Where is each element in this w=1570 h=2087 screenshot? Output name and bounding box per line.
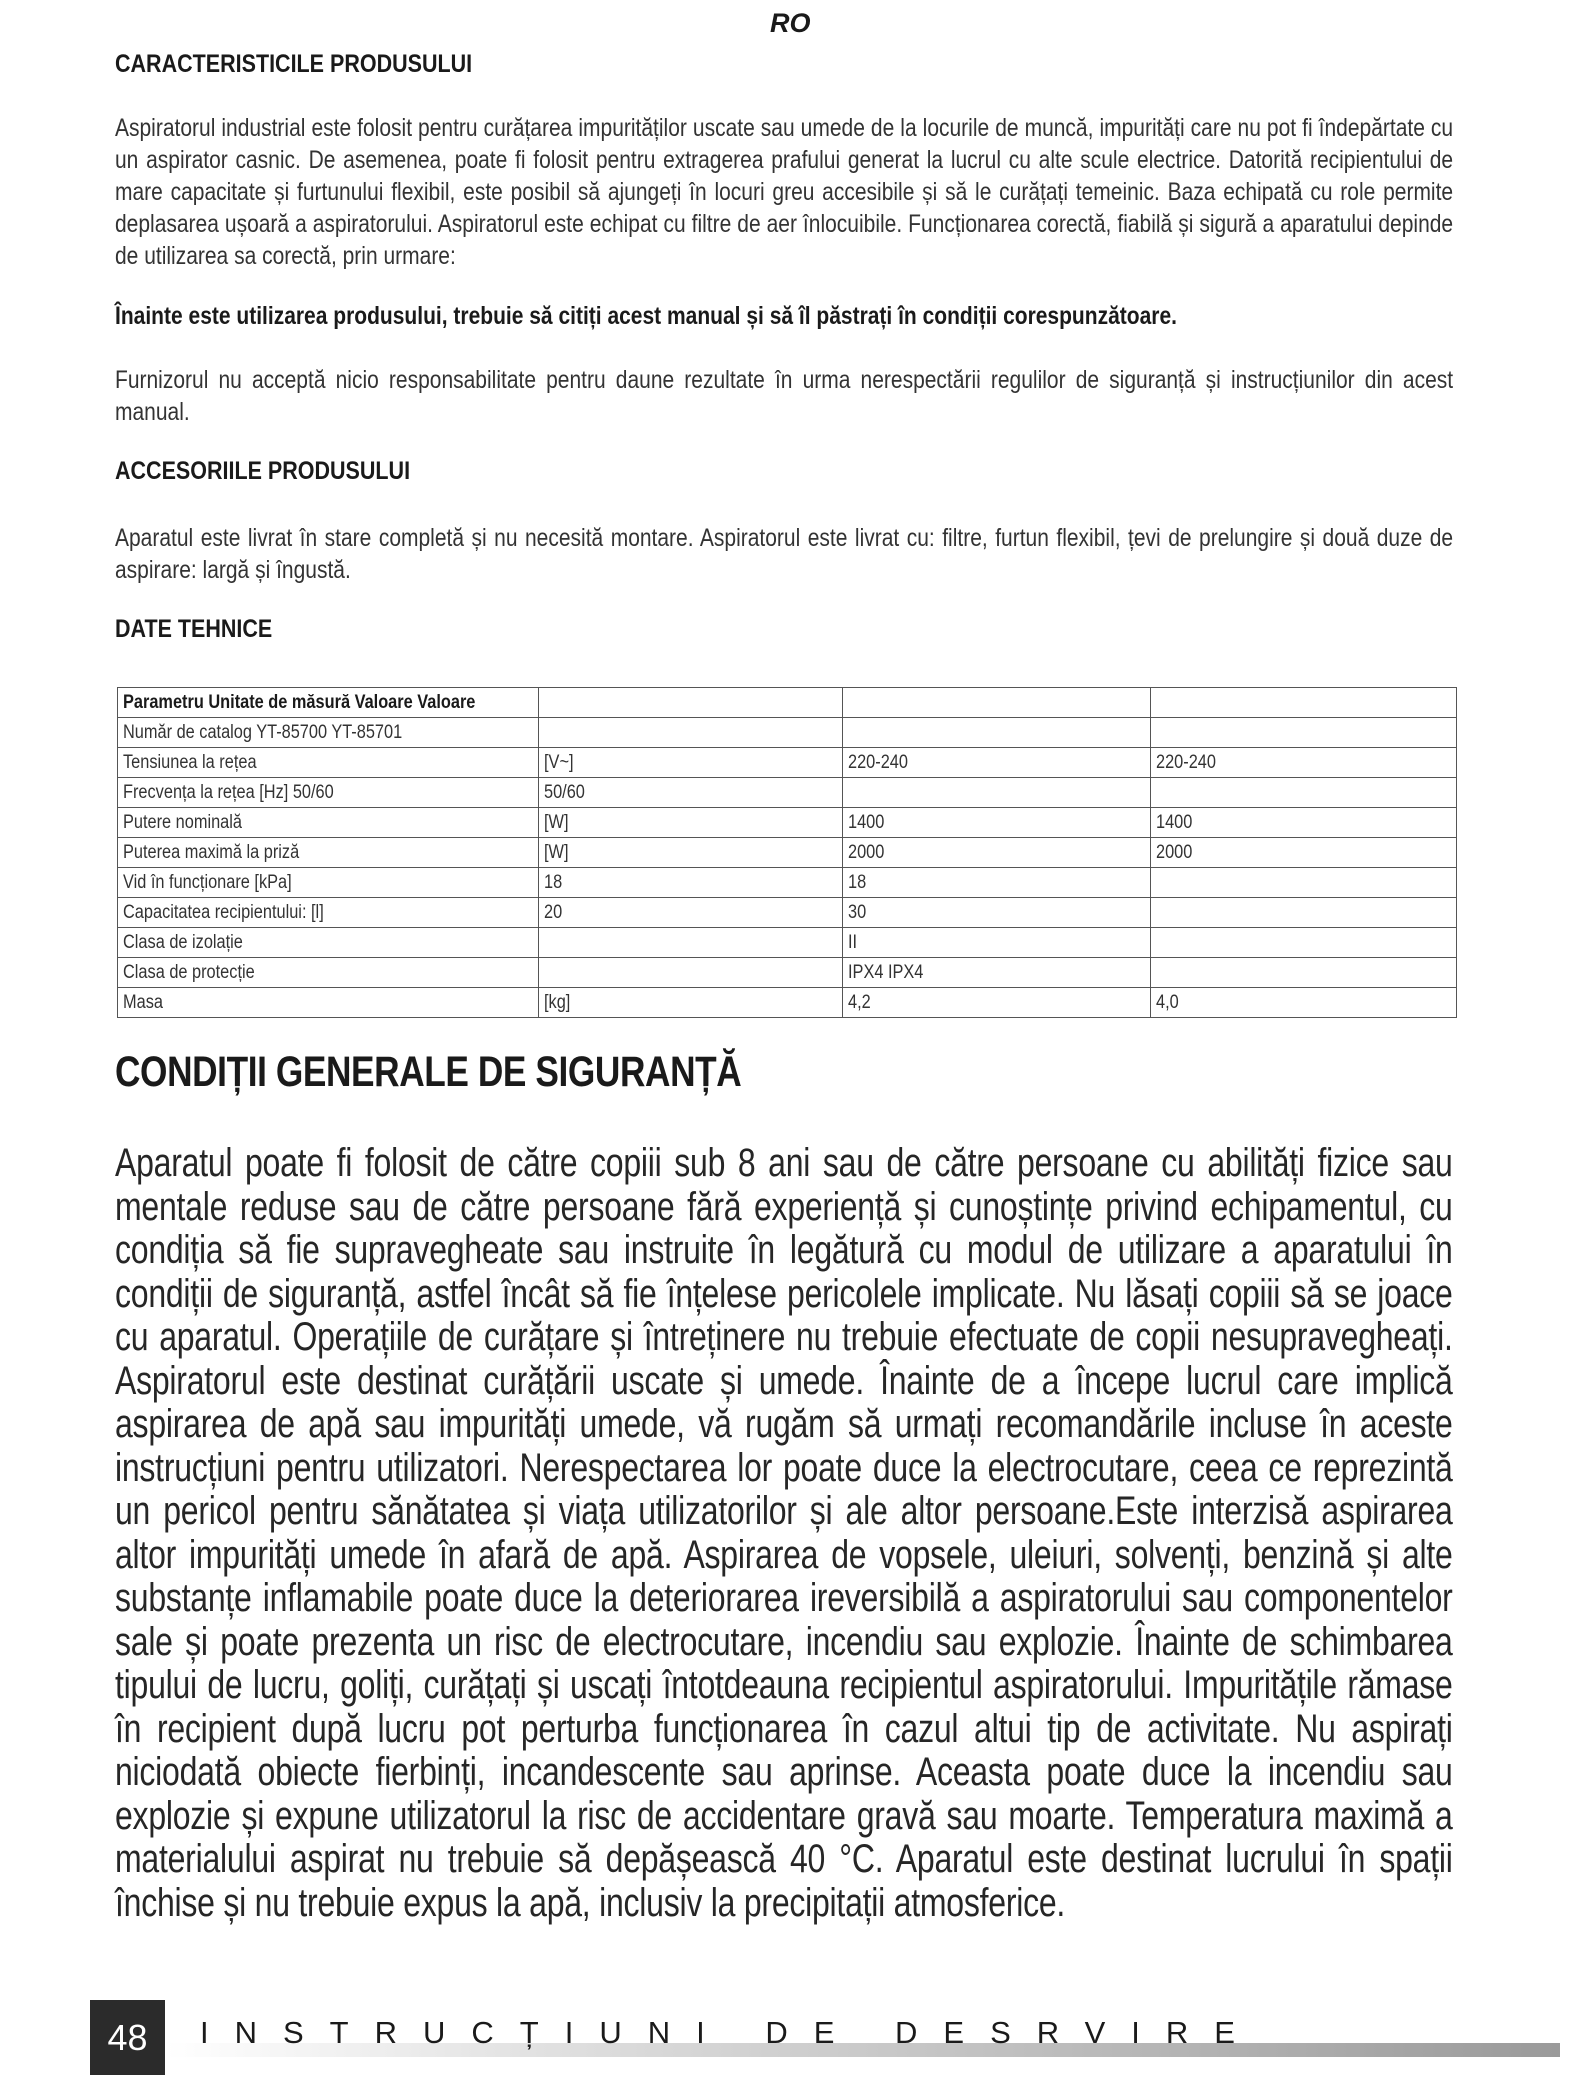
cell-text: Puterea maximă la priză: [123, 841, 300, 863]
table-cell: [842, 778, 1150, 808]
page-number: 48: [90, 2000, 165, 2075]
cell-text: Număr de catalog YT-85700 YT-85701: [123, 721, 403, 743]
table-row: [118, 778, 1457, 808]
safety-title: CONDIȚII GENERALE DE SIGURANȚĂ: [115, 1048, 742, 1096]
table-cell: [842, 898, 1150, 928]
cell-text: Putere nominală: [123, 811, 243, 833]
table-cell: [842, 688, 1150, 718]
accessories-heading: ACCESORIILE PRODUSULUI: [115, 457, 411, 485]
table-row: [118, 868, 1457, 898]
table-cell: [538, 748, 842, 778]
table-cell: [842, 958, 1150, 988]
table-cell: [118, 778, 539, 808]
technical-data-heading: DATE TEHNICE: [115, 615, 273, 643]
cell-text: Vid în funcționare [kPa]: [123, 871, 292, 893]
table-row: [118, 808, 1457, 838]
bold-notice: Înainte este utilizarea produsului, trebuie să citiți acest manual și să îl păstrați în condiții corespunzătoare.: [115, 302, 1177, 330]
cell-text: 50/60: [543, 781, 585, 803]
table-cell: [842, 928, 1150, 958]
safety-text: Aparatul poate fi folosit de către copiii sub 8 ani sau de către persoane cu abilități fizice sau mentale reduse sau de către persoane fără experiență și cunoștințe privind echipamentul, cu condiția să fie supravegheate sau instruite în legătură cu modul de utilizare a aparatului în condiții de siguranță, astfel încât să fie înțelese pericolele implicate. Nu lăsați copiii să se joace cu aparatul. Operațiile de curățare și întreținere nu trebuie efectuate de copii nesupravegheați. Aspiratorul este destinat curățării uscate și umede. Înainte de a începe lucrul care implică aspirarea de apă sau impurități umede, vă rugăm să urmați recomandările incluse în aceste instrucțiuni pentru utilizatori. Nerespectarea lor poate duce la electrocutare, ceea ce reprezintă un pericol pentru sănătatea și viața utilizatorilor și ale altor persoane.Este interzisă aspirarea altor impurități umede în afară de apă. Aspirarea de vopsele, uleiuri, solvenți, benzină și alte substanțe inflamabile poate duce la deteriorarea ireversibilă a aspiratorului sau componentelor sale și poate prezenta un risc de electrocutare, incendiu sau explozie. Înainte de schimbarea tipului de lucru, goliți, curățați și uscați întotdeauna recipientul aspiratorului. Impuritățile rămase în recipient după lucru pot perturba funcționarea în cazul altui tip de activitate. Nu aspirați niciodată obiecte fierbinți, incandescente sau aprinse. Aceasta poate duce la incendiu sau explozie și expune utilizatorul la risc de accidentare gravă sau moarte. Temperatura maximă a materialului aspirat nu trebuie să depășească 40 °C. Aparatul este destinat lucrului în spații închise și nu trebuie expus la apă, inclusiv la precipitații atmosferice.: [115, 1141, 1453, 1925]
table-cell: [118, 928, 539, 958]
table-cell: [538, 958, 842, 988]
table-cell: [1150, 718, 1456, 748]
table-cell: [1150, 808, 1456, 838]
cell-text: [W]: [543, 811, 569, 833]
table-cell: [118, 988, 539, 1018]
table-cell: [538, 838, 842, 868]
table-cell: [842, 808, 1150, 838]
cell-text: 18: [847, 871, 866, 893]
cell-text: 20: [543, 901, 562, 923]
table-row: [118, 838, 1457, 868]
cell-text: 2000: [847, 841, 884, 863]
characteristics-paragraph: [115, 112, 1453, 272]
table-cell: [118, 898, 539, 928]
table-cell: [538, 988, 842, 1018]
table-cell: [118, 868, 539, 898]
technical-data-table: [117, 687, 1457, 1018]
table-cell: [842, 838, 1150, 868]
table-row: [118, 718, 1457, 748]
cell-text: Capacitatea recipientului: [l]: [123, 901, 324, 923]
table-cell: [1150, 748, 1456, 778]
table-cell: [118, 748, 539, 778]
table-cell: [538, 718, 842, 748]
cell-text: 220-240: [847, 751, 908, 773]
table-cell: [1150, 868, 1456, 898]
cell-text: II: [847, 931, 857, 953]
cell-text: Clasa de protecție: [123, 961, 255, 983]
table-row: [118, 748, 1457, 778]
characteristics-text: Aspiratorul industrial este folosit pentru curățarea impurităților uscate sau umede de la locurile de muncă, impurități care nu pot fi îndepărtate cu un aspirator casnic. De asemenea, poate fi folosit pentru extragerea prafului generat la lucrul cu alte scule electrice. Datorită recipientului de mare capacitate și furtunului flexibil, este posibil să ajungeți în locuri greu accesibile și să le curățați temeinic. Baza echipată cu role permite deplasarea ușoară a aspiratorului. Aspiratorul este echipat cu filtre de aer înlocuibile. Funcționarea corectă, fiabilă și sigură a aparatului depinde de utilizarea sa corectă, prin urmare:: [115, 114, 1454, 270]
table-row: [118, 898, 1457, 928]
cell-text: 4,0: [1155, 991, 1179, 1013]
table-cell: [842, 868, 1150, 898]
cell-text: Parametru Unitate de măsură Valoare Valoare: [123, 691, 476, 713]
table-cell: [1150, 988, 1456, 1018]
safety-paragraph: [115, 1142, 1453, 1925]
table-cell: [842, 988, 1150, 1018]
table-cell: [118, 718, 539, 748]
table-cell: [1150, 778, 1456, 808]
cell-text: Masa: [123, 991, 163, 1013]
disclaimer-text: Furnizorul nu acceptă nicio responsabilitate pentru daune rezultate în urma nerespectării regulilor de siguranță și instrucțiunilor din acest manual.: [115, 366, 1454, 426]
table-cell: [842, 718, 1150, 748]
characteristics-heading: CARACTERISTICILE PRODUSULUI: [115, 50, 473, 78]
cell-text: IPX4 IPX4: [847, 961, 924, 983]
table-cell: [118, 838, 539, 868]
table-cell: [1150, 898, 1456, 928]
table-cell: [538, 928, 842, 958]
table-cell: [538, 808, 842, 838]
cell-text: 18: [543, 871, 562, 893]
table-cell: [1150, 928, 1456, 958]
accessories-text: Aparatul este livrat în stare completă și nu necesită montare. Aspiratorul este livrat cu: filtre, furtun flexibil, țevi de prelungire și două duze de aspirare: largă și îngustă.: [115, 524, 1454, 584]
cell-text: 2000: [1155, 841, 1193, 863]
table-row: [118, 958, 1457, 988]
cell-text: 4,2: [847, 991, 871, 1013]
cell-text: [kg]: [543, 991, 571, 1013]
table-cell: [538, 868, 842, 898]
table-cell: [118, 688, 539, 718]
table-cell: [1150, 958, 1456, 988]
cell-text: 1400: [847, 811, 884, 833]
cell-text: 30: [847, 901, 866, 923]
table-header-row: [118, 688, 1457, 718]
cell-text: Frecvența la rețea [Hz] 50/60: [123, 781, 334, 803]
table-cell: [118, 958, 539, 988]
table-cell: [538, 688, 842, 718]
cell-text: [V~]: [543, 751, 574, 773]
accessories-paragraph: [115, 522, 1453, 586]
table-cell: [1150, 688, 1456, 718]
table-cell: [538, 778, 842, 808]
table-row: [118, 928, 1457, 958]
footer-label: INSTRUCȚIUNI DE DESRVIRE: [200, 2015, 1261, 2050]
language-code: RO: [770, 8, 811, 38]
table-cell: [842, 748, 1150, 778]
cell-text: 1400: [1155, 811, 1193, 833]
disclaimer-paragraph: [115, 364, 1453, 428]
cell-text: Tensiunea la rețea: [123, 751, 257, 773]
table-cell: [1150, 838, 1456, 868]
cell-text: 220-240: [1155, 751, 1216, 773]
table-cell: [538, 898, 842, 928]
cell-text: [W]: [543, 841, 569, 863]
cell-text: Clasa de izolație: [123, 931, 243, 953]
table-row: [118, 988, 1457, 1018]
table-cell: [118, 808, 539, 838]
